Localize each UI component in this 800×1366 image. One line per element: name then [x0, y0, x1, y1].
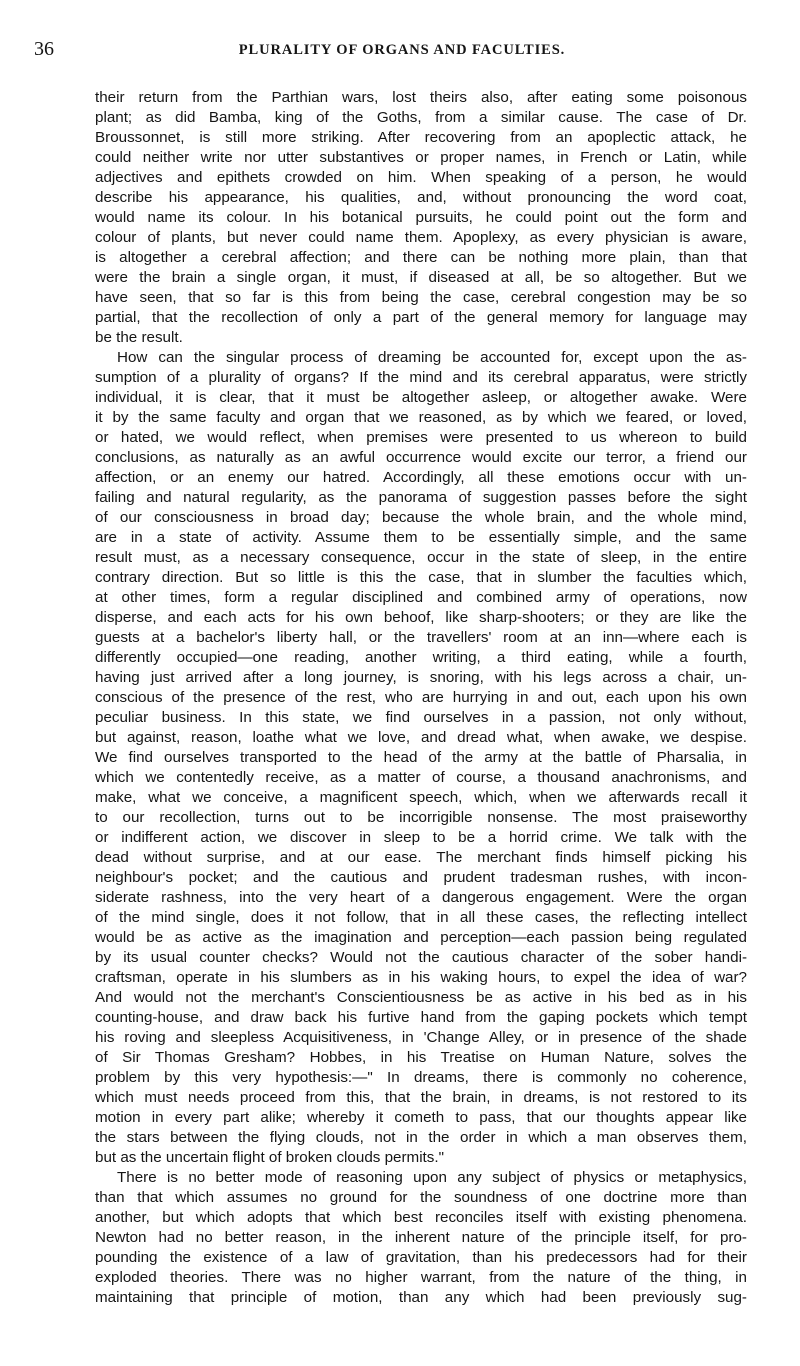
text-line: problem by this very hypothesis:—" In dreams, there is commonly no coherence, — [95, 1069, 747, 1086]
text-line: at other times, form a regular disciplined and combined army of operations, now — [95, 589, 747, 606]
text-line: could neither write nor utter substantives or proper names, in French or Latin, while — [95, 149, 747, 166]
text-line: conclusions, as naturally as an awful occurrence would excite our terror, a friend our — [95, 449, 747, 466]
text-line: another, but which adopts that which best reconciles itself with existing phenomena. — [95, 1209, 747, 1226]
text-line: have seen, that so far is this from being the case, cerebral congestion may be so — [95, 289, 747, 306]
text-line: the stars between the flying clouds, not in the order in which a man observes them, — [95, 1129, 747, 1146]
page-header — [34, 37, 770, 61]
text-line: would be as active as the imagination and perception—each passion being regulated — [95, 929, 747, 946]
text-line: it by the same faculty and organ that we reasoned, as by which we feared, or loved, — [95, 409, 747, 426]
text-line: Newton had no better reason, in the inherent nature of the principle itself, for pro- — [95, 1229, 747, 1246]
text-line: We find ourselves transported to the head of the army at the battle of Pharsalia, in — [95, 749, 747, 766]
text-line: differently occupied—one reading, another writing, a third eating, while a fourth, — [95, 649, 747, 666]
text-line: but as the uncertain flight of broken clouds permits." — [95, 1149, 444, 1166]
text-line: or hated, we would reflect, when premises were presented to us whereon to build — [95, 429, 747, 446]
text-line: failing and natural regularity, as the panorama of suggestion passes before the sight — [95, 489, 747, 506]
text-line: individual, it is clear, that it must be altogether asleep, or altogether awake. Were — [95, 389, 747, 406]
text-line: or indifferent action, we discover in sleep to be a horrid crime. We talk with the — [95, 829, 747, 846]
text-line: which we contentedly receive, as a matter of course, a thousand anachronisms, and — [95, 769, 747, 786]
text-line: affection, or an enemy our hatred. Accordingly, all these emotions occur with un- — [95, 469, 747, 486]
text-line: be the result. — [95, 329, 183, 346]
text-line: craftsman, operate in his slumbers as in his waking hours, to expel the idea of war? — [95, 969, 747, 986]
body-text — [95, 88, 747, 1308]
text-line: motion in every part alike; whereby it cometh to pass, that our thoughts appear like — [95, 1109, 747, 1126]
text-line: peculiar business. In this state, we find ourselves in a passion, not only without, — [95, 709, 747, 726]
text-line: were the brain a single organ, it must, if diseased at all, be so altogether. But we — [95, 269, 747, 286]
text-line: than that which assumes no ground for the soundness of one doctrine more than — [95, 1189, 747, 1206]
text-line: exploded theories. There was no higher warrant, from the nature of the thing, in — [95, 1269, 747, 1286]
text-line: maintaining that principle of motion, than any which had been previously sug- — [95, 1289, 747, 1306]
text-line: would name its colour. In his botanical pursuits, he could point out the form and — [95, 209, 747, 226]
text-line: adjectives and epithets crowded on him. When speaking of a person, he would — [95, 169, 747, 186]
text-line: but against, reason, loathe what we love, and dread what, when awake, we despise. — [95, 729, 747, 746]
text-line: counting-house, and draw back his furtive hand from the gaping pockets which tempt — [95, 1009, 747, 1026]
text-line: plant; as did Bamba, king of the Goths, from a similar cause. The case of Dr. — [95, 109, 747, 126]
text-line: describe his appearance, his qualities, and, without pronouncing the word coat, — [95, 189, 747, 206]
text-line: siderate rashness, into the very heart of a dangerous engagement. Were the organ — [95, 889, 747, 906]
text-line: by its usual counter checks? Would not the cautious character of the sober handi- — [95, 949, 747, 966]
text-line: to our recollection, turns out to be incorrigible nonsense. The most praiseworthy — [95, 809, 747, 826]
text-line: of our consciousness in broad day; because the whole brain, and the whole mind, — [95, 509, 747, 526]
text-line: of Sir Thomas Gresham? Hobbes, in his Treatise on Human Nature, solves the — [95, 1049, 747, 1066]
text-line: sumption of a plurality of organs? If the mind and its cerebral apparatus, were strictly — [95, 369, 747, 386]
text-line: their return from the Parthian wars, lost theirs also, after eating some poisonous — [95, 89, 747, 106]
text-line: his roving and sleepless Acquisitiveness, in 'Change Alley, or in presence of the shade — [95, 1029, 747, 1046]
text-line: dead without surprise, and at our ease. The merchant finds himself picking his — [95, 849, 747, 866]
text-line: How can the singular process of dreaming be accounted for, except upon the as- — [117, 349, 747, 366]
text-line: conscious of the presence of the rest, who are hurrying in and out, each upon his own — [95, 689, 747, 706]
text-line: partial, that the recollection of only a part of the general memory for language may — [95, 309, 747, 326]
text-line: make, what we conceive, a magnificent speech, which, when we afterwards recall it — [95, 789, 747, 806]
text-line: And would not the merchant's Conscientiousness be as active in his bed as in his — [95, 989, 747, 1006]
text-line: neighbour's pocket; and the cautious and prudent tradesman rushes, with incon- — [95, 869, 747, 886]
text-line: are in a state of activity. Assume them to be essentially simple, and the same — [95, 529, 747, 546]
text-line: which must needs proceed from this, that the brain, in dreams, is not restored to its — [95, 1089, 747, 1106]
text-line: contrary direction. But so little is this the case, that in slumber the faculties which, — [95, 569, 747, 586]
text-line: is altogether a cerebral affection; and there can be nothing more plain, than that — [95, 249, 747, 266]
text-line: There is no better mode of reasoning upon any subject of physics or metaphysics, — [117, 1169, 747, 1186]
text-line: having just arrived after a long journey, is snoring, with his legs across a chair, un- — [95, 669, 747, 686]
text-line: of the mind single, does it not follow, that in all these cases, the reflecting intellect — [95, 909, 747, 926]
text-line: result must, as a necessary consequence, occur in the state of sleep, in the entire — [95, 549, 747, 566]
text-line: Broussonnet, is still more striking. After recovering from an apoplectic attack, he — [95, 129, 747, 146]
text-line: pounding the existence of a law of gravitation, than his predecessors had for their — [95, 1249, 747, 1266]
text-line: colour of plants, but never could name them. Apoplexy, as every physician is aware, — [95, 229, 747, 246]
text-line: disperse, and each acts for his own behoof, like sharp-shooters; or they are like the — [95, 609, 747, 626]
running-head: PLURALITY OF ORGANS AND FACULTIES. — [238, 42, 566, 58]
text-line: guests at a bachelor's liberty hall, or the travellers' room at an inn—where each is — [95, 629, 747, 646]
page-number: 36 — [34, 38, 54, 60]
